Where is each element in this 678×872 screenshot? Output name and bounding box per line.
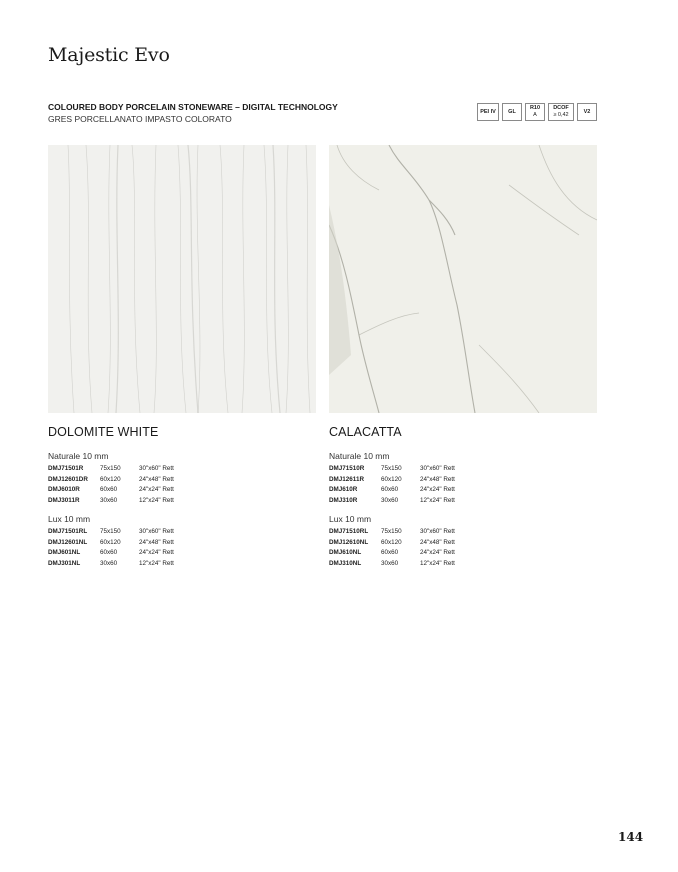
badge-v2 (577, 103, 597, 121)
size-cm: 30x60 (100, 559, 118, 567)
table-row (48, 527, 308, 538)
product-code: DMJ310NL (329, 559, 362, 567)
badge-r10-label: R10 (529, 105, 541, 111)
product-code: DMJ3011R (48, 496, 80, 504)
product-code: DMJ610NL (329, 549, 362, 556)
size-inch: 30"x60" Rett (420, 465, 455, 472)
size-inch: 24"x24" Rett (420, 486, 455, 493)
size-cm: 60x60 (100, 549, 118, 556)
size-cm: 60x60 (381, 549, 399, 556)
table-row (329, 548, 589, 559)
calacatta-swatch (329, 145, 597, 413)
size-inch: 12"x24" Rett (139, 559, 174, 567)
dolomite-white-texture (48, 145, 316, 413)
size-inch: 24"x48" Rett (139, 538, 174, 546)
product-code: DMJ71510R (329, 465, 365, 472)
table-row (48, 496, 308, 507)
product-name: DOLOMITE WHITE (48, 425, 159, 439)
size-cm: 60x60 (381, 486, 399, 493)
size-inch: 12"x24" Rett (420, 559, 455, 567)
size-cm: 60x120 (381, 475, 402, 483)
table-row (329, 496, 589, 507)
size-inch: 24"x24" Rett (139, 549, 174, 556)
calacatta-texture (329, 145, 597, 413)
product-code: DMJ71501R (48, 465, 84, 472)
product-code: DMJ71510RL (329, 528, 369, 535)
size-cm: 60x120 (381, 538, 402, 546)
product-code: DMJ12601DR (48, 475, 88, 483)
table-row (329, 485, 589, 496)
product-calacatta (329, 425, 589, 569)
table-row (48, 548, 308, 559)
page-number: 144 (618, 830, 644, 844)
product-code: DMJ12610NL (329, 538, 369, 546)
table-row (329, 475, 589, 486)
subtitle-english: COLOURED BODY PORCELAIN STONEWARE – DIGITAL TECHNOLOGY (48, 102, 338, 112)
badge-r10 (525, 103, 545, 121)
dolomite-white-swatch (48, 145, 316, 413)
product-name: CALACATTA (329, 425, 402, 439)
subtitle-italian: GRES PORCELLANATO IMPASTO COLORATO (48, 114, 232, 124)
badge-pei (477, 103, 499, 121)
product-code: DMJ6010R (48, 486, 80, 493)
badge-dcof (548, 103, 574, 121)
size-cm: 75x150 (100, 528, 121, 535)
badge-dcof-label: DCOF (553, 105, 569, 111)
product-code: DMJ12601NL (48, 538, 88, 546)
table-row (48, 538, 308, 549)
size-cm: 60x60 (100, 486, 118, 493)
badge-r10-class: A (533, 112, 537, 118)
product-code: DMJ71501RL (48, 528, 88, 535)
product-code: DMJ301NL (48, 559, 81, 567)
size-inch: 24"x24" Rett (139, 486, 174, 493)
finish-title: Lux 10 mm (48, 514, 91, 524)
table-row (329, 464, 589, 475)
size-cm: 60x120 (100, 538, 121, 546)
badge-gl (502, 103, 522, 121)
table-row (48, 475, 308, 486)
size-inch: 12"x24" Rett (420, 496, 455, 504)
table-row (48, 464, 308, 475)
size-inch: 30"x60" Rett (139, 465, 174, 472)
product-code: DMJ12611R (329, 475, 365, 483)
technical-badges (477, 103, 597, 121)
size-inch: 24"x48" Rett (139, 475, 174, 483)
size-cm: 30x60 (381, 496, 399, 504)
table-row (48, 559, 308, 570)
product-code: DMJ610R (329, 486, 358, 493)
badge-gl-label: GL (508, 108, 516, 115)
size-cm: 30x60 (381, 559, 399, 567)
table-row (48, 485, 308, 496)
table-row (329, 538, 589, 549)
size-inch: 24"x48" Rett (420, 538, 455, 546)
size-inch: 24"x48" Rett (420, 475, 455, 483)
badge-dcof-value: ≥ 0,42 (553, 112, 569, 118)
size-cm: 30x60 (100, 496, 118, 504)
page-title: Majestic Evo (48, 44, 170, 66)
finish-title: Naturale 10 mm (48, 451, 109, 461)
product-code: DMJ310R (329, 496, 358, 504)
size-inch: 12"x24" Rett (139, 496, 174, 504)
size-cm: 75x150 (381, 465, 402, 472)
size-cm: 75x150 (381, 528, 402, 535)
badge-v2-label: V2 (583, 108, 591, 115)
table-row (329, 559, 589, 570)
badge-pei-label: PEI IV (480, 108, 496, 115)
size-inch: 30"x60" Rett (420, 528, 455, 535)
product-dolomite-white (48, 425, 308, 569)
finish-title: Lux 10 mm (329, 514, 372, 524)
size-inch: 24"x24" Rett (420, 549, 455, 556)
size-cm: 75x150 (100, 465, 121, 472)
table-row (329, 527, 589, 538)
size-cm: 60x120 (100, 475, 121, 483)
finish-title: Naturale 10 mm (329, 451, 390, 461)
product-code: DMJ601NL (48, 549, 81, 556)
size-inch: 30"x60" Rett (139, 528, 174, 535)
